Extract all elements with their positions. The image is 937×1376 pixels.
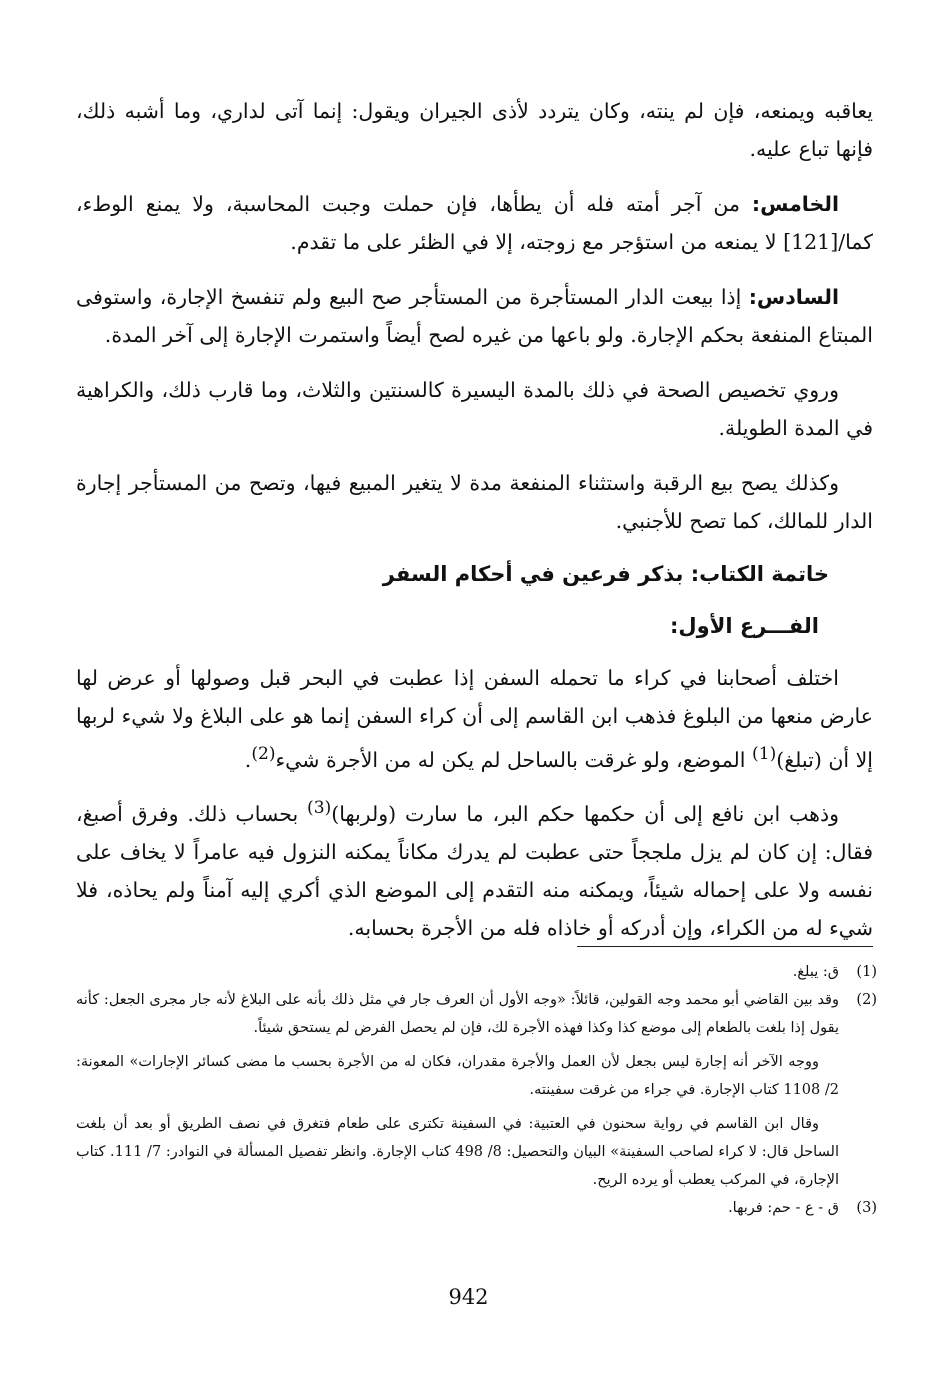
footnote-2 [76,986,877,1042]
paragraph-1 [76,92,873,168]
paragraph-4 [76,371,873,447]
paragraph-4-text: وروي تخصيص الصحة في ذلك بالمدة اليسيرة كالسنتين والثلاث، وما قارب ذلك، والكراهية في المدة الطويلة. [76,378,873,440]
footnote-1 [76,958,877,986]
chapter-heading: خاتمة الكتاب: بذكر فرعين في أحكام السفر [382,562,829,586]
paragraph-fifth-label: الخامس: [751,192,839,216]
section-paragraph-2-text-b: بحساب ذلك. وفرق أصبغ، فقال: إن كان لم يزل ملججاً حتى عطبت لم يدرك مكاناً يمكنه النزول فيه عامراً لا يخاف على نفسه ولا على إحماله شيئاً، ويمكنه منه التقدم إلى الموضع الذي أكري إليه آمناً ولم يحاذه، فلا شيء له من الكراء، وإن أدركه أو خاذاه فله من الأجرة بحسابه. [76,801,873,940]
footnote-3 [76,1194,877,1222]
paragraph-5 [76,464,873,540]
footnote-3-text: ق - ع - حم: فربها. [728,1200,839,1216]
footnote-ref-2[interactable]: (2) [251,744,276,764]
section-paragraph-1-text-b: الموضع، ولو غرقت بالساحل لم يكن له من الأجرة شيء [275,747,753,772]
paragraph-sixth-text: إذا بيعت الدار المستأجرة من المستأجر صح البيع ولم تنفسخ الإجارة، واستوفى المبتاع المنفعة بحكم الإجارة. ولو باعها من غيره لصح أيضاً واستمرت الإجارة إلى آخر المدة. [76,285,873,347]
footnote-1-number: (1) [856,964,877,980]
paragraph-sixth [76,278,873,354]
footnote-2-number: (2) [856,992,877,1008]
footnote-3-number: (3) [856,1200,877,1216]
paragraph-fifth [76,185,873,261]
section-paragraph-1-text-a: اختلف أصحابنا في كراء ما تحمله السفن إذا عطبت في البحر قبل وصولها أو عرض لها عارض منعها من البلوغ فذهب ابن القاسم إلى أن كراء السفن إنما هو على البلاغ ولا شيء لربها إلا أن (تبلغ) [76,666,873,772]
section-heading: الفـــرع الأول: [670,614,819,638]
footnote-1-text: ق: يبلغ. [792,964,839,980]
paragraph-sixth-label: السادس: [748,285,839,309]
section-paragraph-1 [76,659,873,779]
footnote-ref-3[interactable]: (3) [307,797,332,818]
footnote-2-text: وقد بين القاضي أبو محمد وجه القولين، قائلاً: «وجه الأول أن العرف جار في مثل ذلك بأنه على البلاغ لأنه جار مجرى الجعل: كأنه يقول إذا بلغت بالطعام إلى موضع كذا وكذا فهذه الأجرة لك، فإن لم يحصل الفرض لم يستحق شيئاً. [76,992,839,1036]
paragraph-fifth-text: من آجر أمته فله أن يطأها، فإن حملت وجبت المحاسبة، ولا يمنع الوطء، كما/[121] لا يمنعه من استؤجر مع زوجته، إلا في الظئر على ما تقدم. [76,192,873,254]
footnote-divider [577,946,873,947]
footnotes [76,958,877,1222]
section-paragraph-2-text-a: وذهب ابن نافع إلى أن حكمها حكم البر، ما سارت (ولربها) [331,801,839,826]
paragraph-1-text: يعاقبه ويمنعه، فإن لم ينته، وكان يتردد لأذى الجيران ويقول: إنما آتى لداري، وما أشبه ذلك، فإنها تباع عليه. [76,99,873,161]
paragraph-5-text: وكذلك يصح بيع الرقبة واستثناء المنفعة مدة لا يتغير المبيع فيها، وتصح من المستأجر إجارة الدار للمالك، كما تصح للأجنبي. [76,471,873,533]
section-paragraph-2 [76,789,873,947]
footnote-2-continuation-1: ووجه الآخر أنه إجارة ليس بجعل لأن العمل والأجرة مقدران، فكان له من الأجرة بحسب ما مضى كسائر الإجارات» المعونة: 2/ 1108 كتاب الإجارة. في جراء من غرقت سفينته. [76,1054,839,1098]
main-text [76,92,873,957]
page-number: 942 [448,1285,489,1309]
section-paragraph-1-text-c: . [244,747,252,772]
footnote-2-continuation-2: وقال ابن القاسم في رواية سحنون في العتبية: في السفينة تكترى على طعام فتغرق في نصف الطريق أو بعد أن بلغت الساحل قال: لا كراء لصاحب السفينة» البيان والتحصيل: 8/ 498 كتاب الإجارة. وانظر تفصيل المسألة في النوادر: 7/ 111. كتاب الإجارة، في المركب يعطب أو يرده الريح. [76,1116,839,1188]
footnote-ref-1[interactable]: (1) [752,744,777,764]
